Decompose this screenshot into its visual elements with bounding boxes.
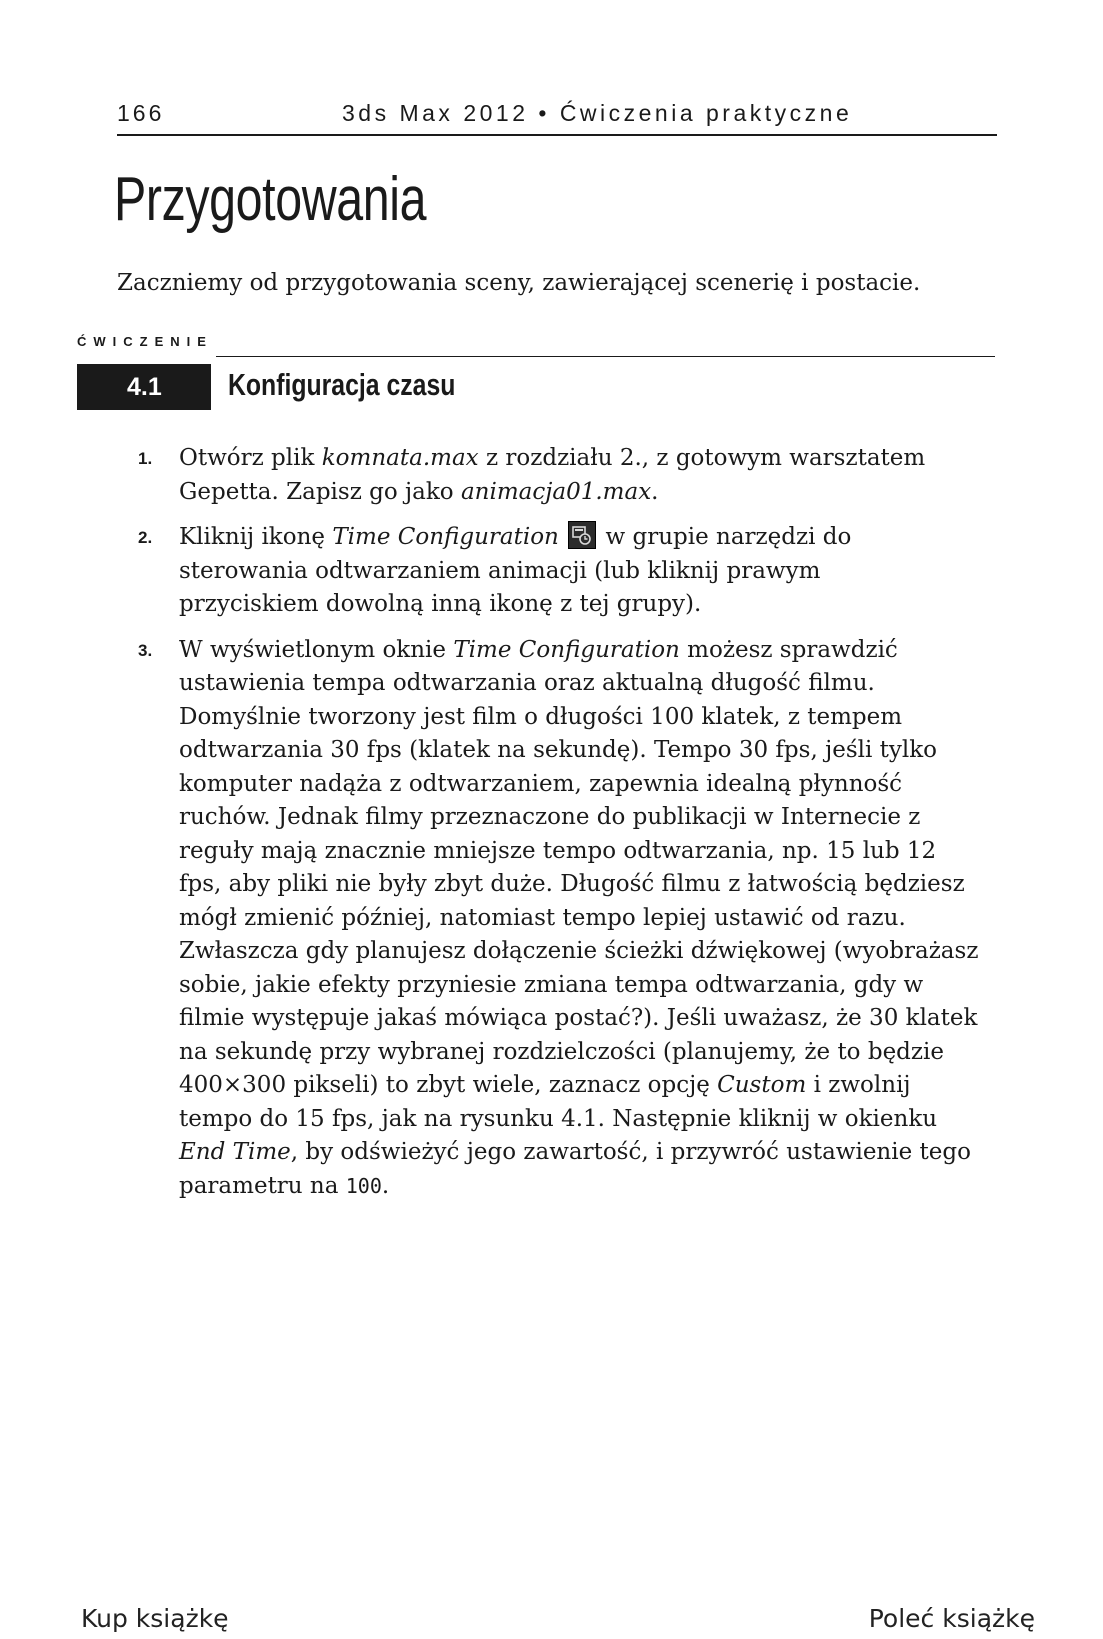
ui-term: Time Configuration [332, 524, 559, 550]
step-item [130, 521, 869, 622]
code-value: 100 [345, 1173, 382, 1198]
step-text [179, 521, 869, 622]
text-run: w grupie narzędzi do sterowania odtwarzaniem animacji (lub kliknij prawym przyciskiem dowolną inną ikonę z tej grupy). [179, 524, 852, 617]
ui-term: End Time [179, 1139, 291, 1165]
exercise-divider [216, 356, 995, 357]
buy-book-link[interactable]: Kup książkę [81, 1604, 229, 1633]
text-run: możesz sprawdzić ustawienia tempa odtwarzania oraz aktualną długość filmu. Domyślnie tworzony jest film o długości 100 klatek, z tempem odtwarzania 30 fps (klatek na sekundę). Tempo 30 fps, jeśli tylko komputer nadąża z odtwarzaniem, zapewnia idealną płynność ruchów. Jednak filmy przeznaczone do publikacji w Internecie z reguły mają znacznie mniejsze tempo odtwarzania, np. 15 lub 12 fps, aby pliki nie były zbyt duże. Długość filmu z łatwością będziesz mógł zmienić później, natomiast tempo lepiej ustawić od razu. Zwłaszcza gdy planujesz dołączenie ścieżki dźwiękowej (wyobrażasz sobie, jakie efekty przyniesie zmiana tempa odtwarzania, gdy w filmie występuje jakaś mówiąca postać?). Jeśli uważasz, że 30 klatek na sekundę przy wybranej rozdzielczości (planujemy, że to będzie 400×300 pikseli) to zbyt wiele, zaznacz opcję [179, 636, 979, 1098]
ui-term: Custom [717, 1072, 807, 1098]
chapter-title: Przygotowania [114, 165, 427, 234]
step-text [179, 634, 979, 1204]
filename: komnata.max [321, 445, 479, 471]
page-header [117, 98, 997, 136]
page-number: 166 [117, 100, 165, 126]
time-configuration-icon [568, 521, 596, 549]
running-title: 3ds Max 2012 • Ćwiczenia praktyczne [342, 100, 853, 126]
step-text [179, 442, 1010, 509]
text-run: Kliknij ikonę [179, 524, 333, 550]
text-run: i zwolnij tempo do 15 fps, jak na rysunku 4.1. Następnie kliknij w okienku [179, 1072, 938, 1132]
step-number: 1. [138, 449, 153, 468]
text-run: , by odświeżyć jego zawartość, i przywróć ustawienie tego parametru na [179, 1139, 971, 1199]
step-item [130, 634, 979, 1204]
text-run: Otwórz plik [179, 445, 322, 471]
filename: animacja01.max [460, 478, 652, 505]
text-run: . [651, 478, 659, 505]
step-item [130, 442, 1010, 509]
text-run: z rozdziału 2., z gotowym warsztatem Gepetta. Zapisz go jako [179, 445, 926, 505]
exercise-number: 4.1 [77, 364, 211, 410]
steps-list [130, 442, 1010, 1215]
step-number: 2. [138, 528, 153, 547]
step-number: 3. [138, 640, 153, 660]
exercise-label: ĆWICZENIE [77, 334, 213, 349]
exercise-title: Konfiguracja czasu [228, 367, 456, 402]
text-run: . [381, 1172, 390, 1199]
ui-term: Time Configuration [453, 636, 680, 663]
recommend-book-link[interactable]: Poleć książkę [868, 1604, 1035, 1633]
intro-paragraph: Zaczniemy od przygotowania sceny, zawierającej scenerię i postacie. [117, 270, 921, 296]
text-run: W wyświetlonym oknie [179, 636, 454, 663]
